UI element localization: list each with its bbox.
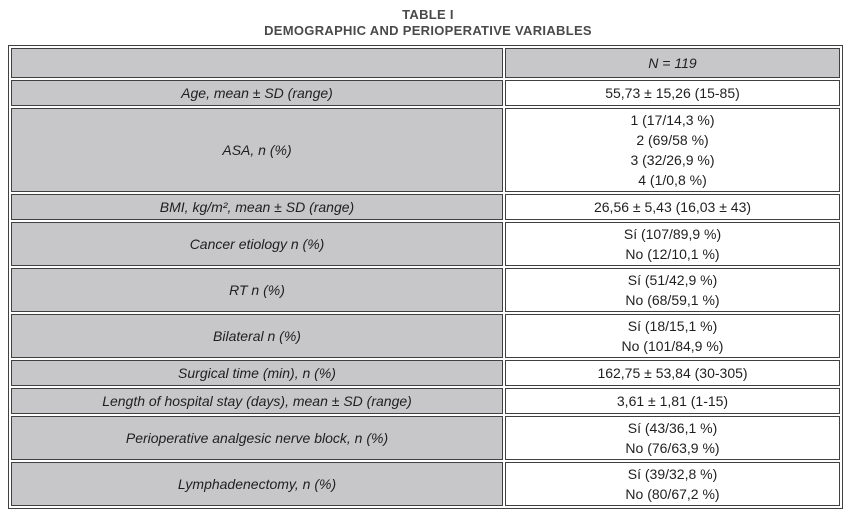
header-variable-cell <box>11 48 503 78</box>
row-label: Bilateral n (%) <box>11 314 503 358</box>
table-title: TABLE I <box>402 7 454 22</box>
row-values <box>505 222 840 266</box>
row-values <box>505 194 840 220</box>
row-label: BMI, kg/m², mean ± SD (range) <box>11 194 503 220</box>
value-line: 1 (17/14,3 %) <box>630 112 715 128</box>
row-values <box>505 268 840 312</box>
value-line: 4 (1/0,8 %) <box>638 172 707 188</box>
table-row <box>11 268 840 312</box>
row-label: RT n (%) <box>11 268 503 312</box>
table-row <box>11 388 840 414</box>
row-values <box>505 462 840 506</box>
value-line: No (68/59,1 %) <box>625 292 720 308</box>
value-line: No (76/63,9 %) <box>625 440 720 456</box>
row-values <box>505 416 840 460</box>
table-subtitle: DEMOGRAPHIC AND PERIOPERATIVE VARIABLES <box>264 23 592 38</box>
value-line: 2 (69/58 %) <box>636 132 709 148</box>
value-line: Sí (18/15,1 %) <box>627 318 718 334</box>
table-body <box>11 80 840 506</box>
table-row <box>11 194 840 220</box>
table-row <box>11 108 840 192</box>
row-values <box>505 388 840 414</box>
table-row <box>11 360 840 386</box>
row-values <box>505 360 840 386</box>
value-line: No (12/10,1 %) <box>625 246 720 262</box>
value-line: Sí (39/32,8 %) <box>627 466 718 482</box>
row-label: Cancer etiology n (%) <box>11 222 503 266</box>
table-row <box>11 222 840 266</box>
value-line: No (80/67,2 %) <box>625 486 720 502</box>
demographics-table <box>8 45 843 509</box>
table-row <box>11 314 840 358</box>
row-label: Surgical time (min), n (%) <box>11 360 503 386</box>
row-label: Perioperative analgesic nerve block, n (%) <box>11 416 503 460</box>
value-line: 3,61 ± 1,81 (1-15) <box>616 393 729 409</box>
row-label: ASA, n (%) <box>11 108 503 192</box>
table-row <box>11 80 840 106</box>
header-n-cell: N = 119 <box>505 48 840 78</box>
value-line: 162,75 ± 53,84 (30-305) <box>597 365 748 381</box>
table-row <box>11 416 840 460</box>
value-line: 55,73 ± 15,26 (15-85) <box>605 85 740 101</box>
row-label: Length of hospital stay (days), mean ± SD (range) <box>11 388 503 414</box>
table-row <box>11 462 840 506</box>
table-caption <box>0 0 856 39</box>
value-line: Sí (107/89,9 %) <box>623 226 722 242</box>
value-line: No (101/84,9 %) <box>621 338 724 354</box>
row-label: Age, mean ± SD (range) <box>11 80 503 106</box>
value-line: 26,56 ± 5,43 (16,03 ± 43) <box>593 199 752 215</box>
value-line: Sí (51/42,9 %) <box>627 272 718 288</box>
row-label: Lymphadenectomy, n (%) <box>11 462 503 506</box>
value-line: 3 (32/26,9 %) <box>630 152 715 168</box>
row-values <box>505 80 840 106</box>
table-header-row <box>11 48 840 78</box>
row-values <box>505 314 840 358</box>
row-values <box>505 108 840 192</box>
value-line: Sí (43/36,1 %) <box>627 420 718 436</box>
